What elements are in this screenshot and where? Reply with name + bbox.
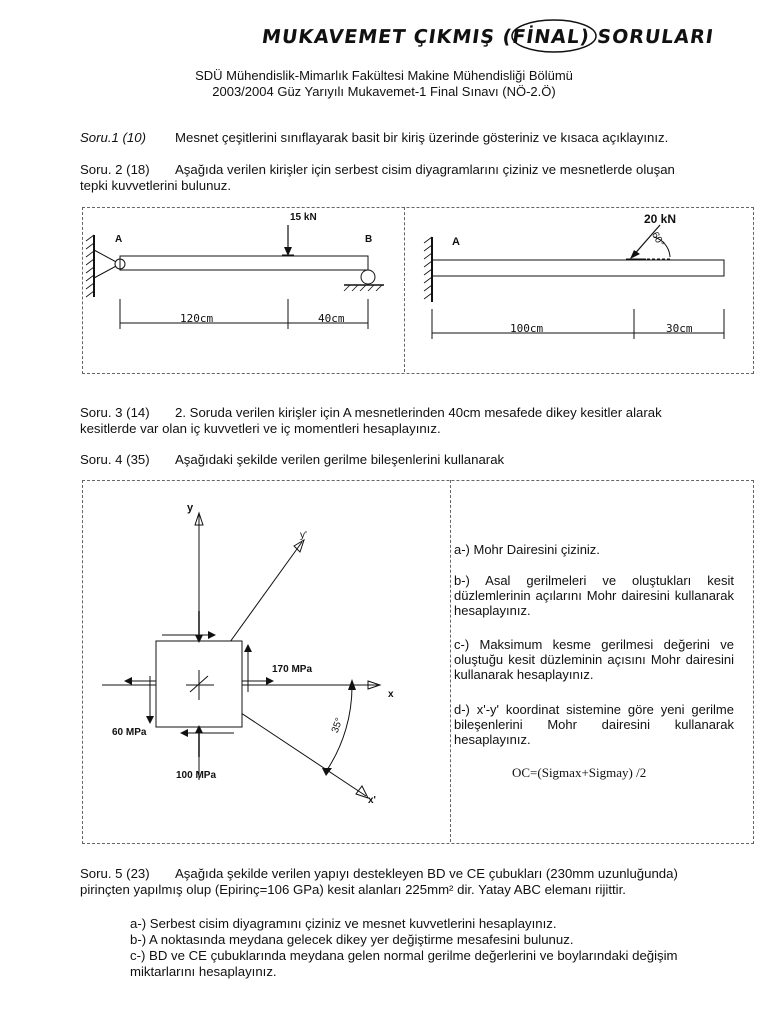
axis-yp-label: y' <box>300 530 307 541</box>
right-dim1: 100cm <box>510 322 544 335</box>
left-force-label: 15 kN <box>290 212 317 223</box>
q4-text: Aşağıdaki şekilde verilen gerilme bileşenlerini kullanarak <box>175 452 505 467</box>
q2-label: Soru. 2 (18) <box>80 162 150 177</box>
stress-element-diagram <box>82 480 450 842</box>
axis-xp-label: x' <box>368 795 376 806</box>
q2-text2: tepki kuvvetlerini bulunuz. <box>80 178 232 193</box>
q4-item-b: b-) Asal gerilmeleri ve oluştukları kesit düzlemlerinin açılarını Mohr dairesini kullanarak hesaplayınız. <box>454 573 734 618</box>
stress-60-label: 60 MPa <box>112 727 147 738</box>
title-circle <box>508 16 600 56</box>
q5-item-c: c-) BD ve CE çubuklarında meydana gelen normal gerilme değerlerini ve boylarındaki değişim <box>130 948 678 963</box>
stress-170-label: 170 MPa <box>272 664 313 675</box>
right-angle-label: 60° <box>649 230 667 249</box>
q1-text: Mesnet çeşitlerini sınıflayarak basit bir kiriş üzerinde gösteriniz ve kısaca açıklayınız. <box>175 130 669 145</box>
right-point-a: A <box>452 236 460 248</box>
handwritten-title: MUKAVEMET ÇIKMIŞ (FİNAL) SORULARI <box>260 26 716 48</box>
q4-note: OC=(Sigmax+Sigmay) /2 <box>512 765 647 780</box>
q4-label: Soru. 4 (35) <box>80 452 150 467</box>
q5-item-a: a-) Serbest cisim diyagramını çiziniz ve mesnet kuvvetlerini hesaplayınız. <box>130 916 557 931</box>
left-dim2: 40cm <box>318 312 345 325</box>
right-force-label: 20 kN <box>644 212 677 226</box>
q3-text2: kesitlerde var olan iç kuvvetleri ve iç momentleri hesaplayınız. <box>80 421 441 436</box>
q1-label: Soru.1 (10) <box>80 130 146 145</box>
q5-item-c2: miktarlarını hesaplayınız. <box>130 964 277 979</box>
axis-y-label: y <box>187 502 194 514</box>
stress-100-label: 100 MPa <box>176 770 217 781</box>
q5-text2: pirinçten yapılmış olup (Epirinç=106 GPa) kesit alanları 225mm² dir. Yatay ABC elemanı rijittir. <box>80 882 626 897</box>
q5-text: Aşağıda şekilde verilen yapıyı destekleyen BD ve CE çubukları (230mm uzunluğunda) <box>175 866 678 881</box>
angle-35-label: 35° <box>329 716 346 735</box>
axis-x-label: x <box>388 689 394 700</box>
left-dim1: 120cm <box>180 312 214 325</box>
header-line2: 2003/2004 Güz Yarıyılı Mukavemet-1 Final Sınavı (NÖ-2.Ö) <box>212 84 556 99</box>
q5-item-b: b-) A noktasında meydana gelecek dikey yer değiştirme mesafesini bulunuz. <box>130 932 574 947</box>
q5-label: Soru. 5 (23) <box>80 866 150 881</box>
stress-figure-divider <box>450 480 451 842</box>
q4-item-d: d-) x'-y' koordinat sistemine göre yeni gerilme bileşenlerini Mohr dairesini kullanarak hesaplayınız. <box>454 702 734 747</box>
q4-item-a: a-) Mohr Dairesini çiziniz. <box>454 542 600 557</box>
q3-label: Soru. 3 (14) <box>80 405 150 420</box>
left-point-b: B <box>365 234 373 245</box>
left-point-a: A <box>115 234 123 245</box>
q3-text: 2. Soruda verilen kirişler için A mesnetlerinden 40cm mesafede dikey kesitler alarak <box>175 405 662 420</box>
q4-item-c: c-) Maksimum kesme gerilmesi değerini ve oluştuğu kesit düzleminin açısını Mohr dairesini kullanarak hesaplayınız. <box>454 637 734 682</box>
right-dim2: 30cm <box>666 322 693 335</box>
beam-figures <box>82 207 752 372</box>
q2-text: Aşağıda verilen kirişler için serbest cisim diyagramlarını çiziniz ve mesnetlerde oluşan <box>175 162 675 177</box>
header-line1: SDÜ Mühendislik-Mimarlık Fakültesi Makine Mühendisliği Bölümü <box>195 68 573 83</box>
